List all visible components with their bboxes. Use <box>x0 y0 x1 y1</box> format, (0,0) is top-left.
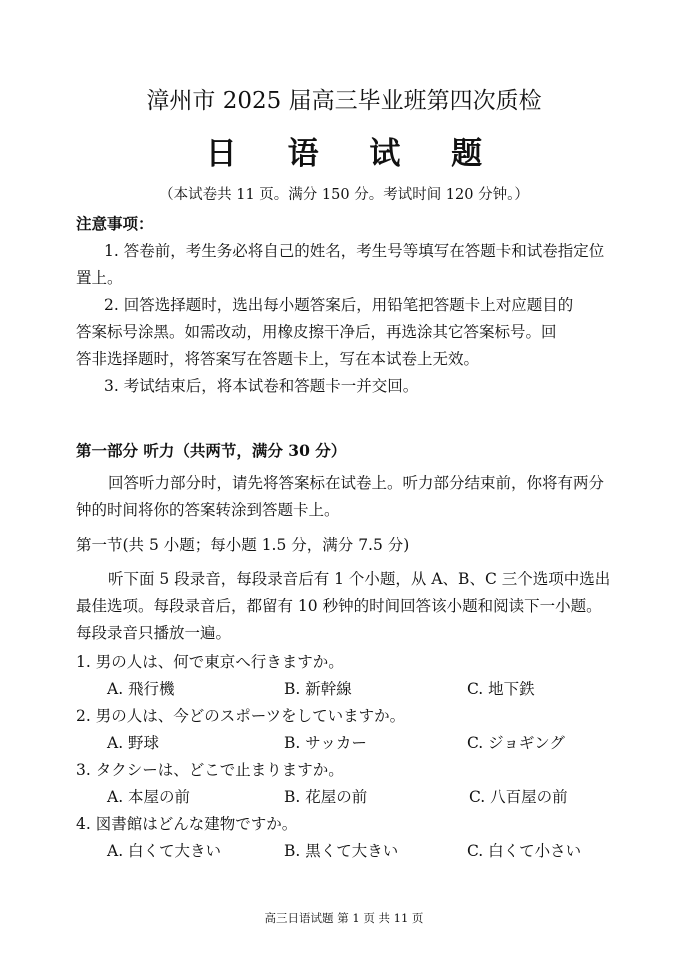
page-footer: 高三日语试题 第 1 页 共 11 页 <box>264 911 424 925</box>
question-3: 3. タクシーは、どこで止まりますか。 <box>76 761 344 779</box>
notice-item-2-line-1: 2. 回答选择题时，选出每小题答案后，用铅笔把答题卡上对应题目的 <box>104 296 574 314</box>
question-1-option-b: B. 新幹線 <box>284 680 352 698</box>
question-1-option-c: C. 地下鉄 <box>467 680 535 698</box>
part1-intro-line-2: 钟的时间将你的答案转涂到答题卡上。 <box>76 501 340 519</box>
question-3-option-b: B. 花屋の前 <box>284 788 368 806</box>
part1-intro-line-1: 回答听力部分时，请先将答案标在试卷上。听力部分结束前，你将有两分 <box>108 474 605 492</box>
question-4-option-c: C. 白くて小さい <box>467 842 582 860</box>
question-4-option-a: A. 白くて大きい <box>107 842 222 860</box>
question-1-option-a: A. 飛行機 <box>107 680 175 698</box>
notice-item-1-line-1: 1. 答卷前，考生务必将自己的姓名，考生号等填写在答题卡和试卷指定位 <box>104 242 605 260</box>
part1-heading: 第一部分 听力（共两节，满分 30 分） <box>76 441 347 460</box>
question-2: 2. 男の人は、今どのスポーツをしていますか。 <box>76 707 406 725</box>
question-1: 1. 男の人は、何で東京へ行きますか。 <box>76 653 344 671</box>
section1-intro-line-2: 最佳选项。每段录音后，都留有 10 秒钟的时间回答该小题和阅读下一小题。 <box>76 597 602 615</box>
exam-title: 漳州市 2025 届高三毕业班第四次质检 <box>146 88 542 114</box>
question-4: 4. 図書館はどんな建物ですか。 <box>76 815 298 833</box>
notice-heading: 注意事项： <box>76 214 154 233</box>
section1-intro-line-1: 听下面 5 段录音，每段录音后有 1 个小题，从 A、B、C 三个选项中选出 <box>108 570 611 588</box>
exam-info: （本试卷共 11 页。满分 150 分。考试时间 120 分钟。） <box>159 187 529 203</box>
question-2-option-c: C. ジョギング <box>467 734 565 752</box>
notice-item-3: 3. 考试结束后，将本试卷和答题卡一并交回。 <box>104 377 419 395</box>
notice-item-1-line-2: 置上。 <box>76 269 123 287</box>
notice-item-2-line-3: 答非选择题时，将答案写在答题卡上，写在本试卷上无效。 <box>76 350 480 368</box>
question-3-option-c: C. 八百屋の前 <box>469 788 568 806</box>
subject-title: 日 语 试 题 <box>205 136 503 172</box>
question-2-option-b: B. サッカー <box>284 734 367 752</box>
question-4-option-b: B. 黒くて大きい <box>284 842 399 860</box>
notice-item-2-line-2: 答案标号涂黑。如需改动，用橡皮擦干净后，再选涂其它答案标号。回 <box>76 323 557 341</box>
section1-heading: 第一节(共 5 小题；每小题 1.5 分，满分 7.5 分) <box>76 536 410 554</box>
question-3-option-a: A. 本屋の前 <box>107 788 191 806</box>
section1-intro-line-3: 每段录音只播放一遍。 <box>76 624 232 642</box>
question-2-option-a: A. 野球 <box>107 734 160 752</box>
